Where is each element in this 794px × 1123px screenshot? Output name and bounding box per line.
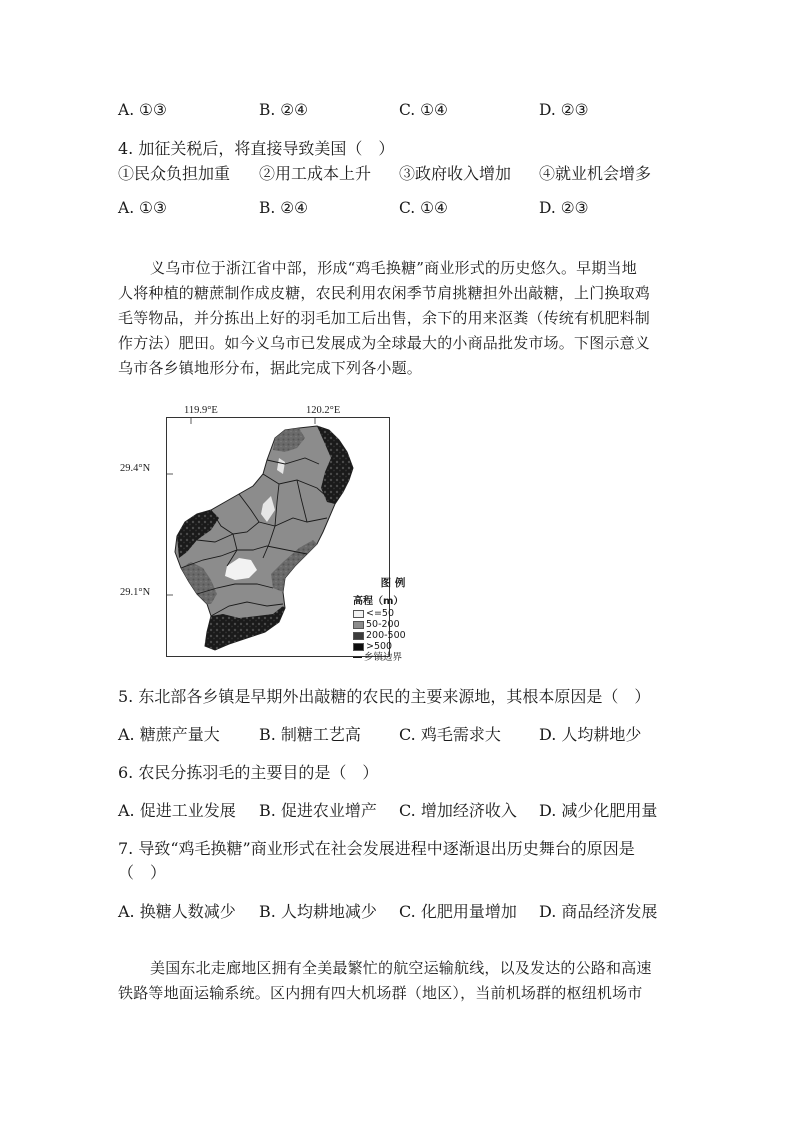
q6-option-c: C. 增加经济收入	[399, 801, 517, 820]
passage-line: 美国东北走廊地区拥有全美最繁忙的航空运输航线，以及发达的公路和高速	[150, 959, 652, 977]
q7-stem: 7. 导致“鸡毛换糖”商业形式在社会发展进程中逐渐退出历史舞台的原因是	[118, 839, 635, 858]
q6-option-d: D. 减少化肥用量	[539, 801, 658, 820]
q5-option-c: C. 鸡毛需求大	[399, 725, 501, 744]
legend-swatch	[353, 621, 364, 629]
q4-option-b: B. ②④	[259, 199, 309, 217]
q7-stem-bracket: （ ）	[118, 863, 167, 882]
legend-swatch	[353, 632, 364, 640]
q3-option-d: D. ②③	[539, 101, 589, 119]
legend-item-low	[353, 619, 433, 630]
q6-option-b: B. 促进农业增产	[259, 801, 377, 820]
q4-item-2: ②用工成本上升	[259, 164, 372, 183]
q4-option-a: A. ①③	[118, 199, 167, 217]
q5-option-d: D. 人均耕地少	[539, 725, 642, 744]
map-legend	[353, 575, 433, 663]
map-frame	[166, 417, 406, 663]
legend-item-lowest	[353, 608, 433, 619]
passage-line: 毛等物品，并分拣出上好的羽毛加工后出售，余下的用来沤粪（传统有机肥料制	[118, 309, 651, 327]
lon-label-right: 120.2°E	[306, 405, 341, 416]
q5-stem: 5. 东北部各乡镇是早期外出敲糖的农民的主要来源地，其根本原因是（ ）	[118, 687, 651, 706]
legend-subtitle: 高程（m）	[353, 596, 404, 607]
legend-title: 图 例	[380, 577, 406, 589]
legend-label: >500	[366, 641, 393, 652]
q7-option-b: B. 人均耕地减少	[259, 902, 377, 921]
q6-option-a: A. 促进工业发展	[118, 801, 236, 820]
q4-item-3: ③政府收入增加	[399, 164, 512, 183]
yiwu-terrain-map	[120, 403, 406, 663]
passage-line: 人将种植的糖蔗制作成皮糖，农民利用农闲季节肩挑糖担外出敲糖，上门换取鸡	[118, 284, 651, 302]
q3-option-a: A. ①③	[118, 101, 167, 119]
legend-label: <=50	[366, 608, 395, 619]
legend-label: 50-200	[366, 619, 400, 630]
q7-option-a: A. 换糖人数减少	[118, 902, 236, 921]
q3-option-c: C. ①④	[399, 101, 448, 119]
legend-label: 200-500	[366, 630, 406, 641]
q4-stem: 4. 加征关税后，将直接导致美国（ ）	[118, 139, 395, 158]
q4-option-d: D. ②③	[539, 199, 589, 217]
legend-boundary-line	[353, 657, 362, 658]
q7-option-c: C. 化肥用量增加	[399, 902, 517, 921]
q3-option-b: B. ②④	[259, 101, 309, 119]
passage-line: 乌市各乡镇地形分布，据此完成下列各小题。	[118, 359, 423, 377]
q5-option-a: A. 糖蔗产量大	[118, 725, 220, 744]
q4-option-c: C. ①④	[399, 199, 448, 217]
legend-item-boundary	[353, 652, 433, 663]
q4-item-1: ①民众负担加重	[118, 164, 231, 183]
legend-swatch	[353, 643, 364, 651]
passage-line: 铁路等地面运输系统。区内拥有四大机场群（地区），当前机场群的枢纽机场市	[118, 984, 643, 1002]
q6-stem: 6. 农民分拣羽毛的主要目的是（ ）	[118, 763, 379, 782]
passage-line: 作方法）肥田。如今义乌市已发展成为全球最大的小商品批发市场。下图示意义	[118, 334, 651, 352]
lon-label-left: 119.9°E	[184, 405, 218, 416]
passage-line: 义乌市位于浙江省中部，形成“鸡毛换糖”商业形式的历史悠久。早期当地	[150, 259, 637, 277]
q4-item-4: ④就业机会增多	[539, 164, 652, 183]
legend-label: 乡镇边界	[364, 652, 403, 663]
q5-option-b: B. 制糖工艺高	[259, 725, 361, 744]
lat-label-bottom: 29.1°N	[120, 587, 151, 598]
lat-label-top: 29.4°N	[120, 463, 151, 474]
legend-item-high	[353, 641, 433, 652]
q7-option-d: D. 商品经济发展	[539, 902, 658, 921]
legend-item-mid	[353, 630, 433, 641]
legend-swatch	[353, 610, 364, 618]
